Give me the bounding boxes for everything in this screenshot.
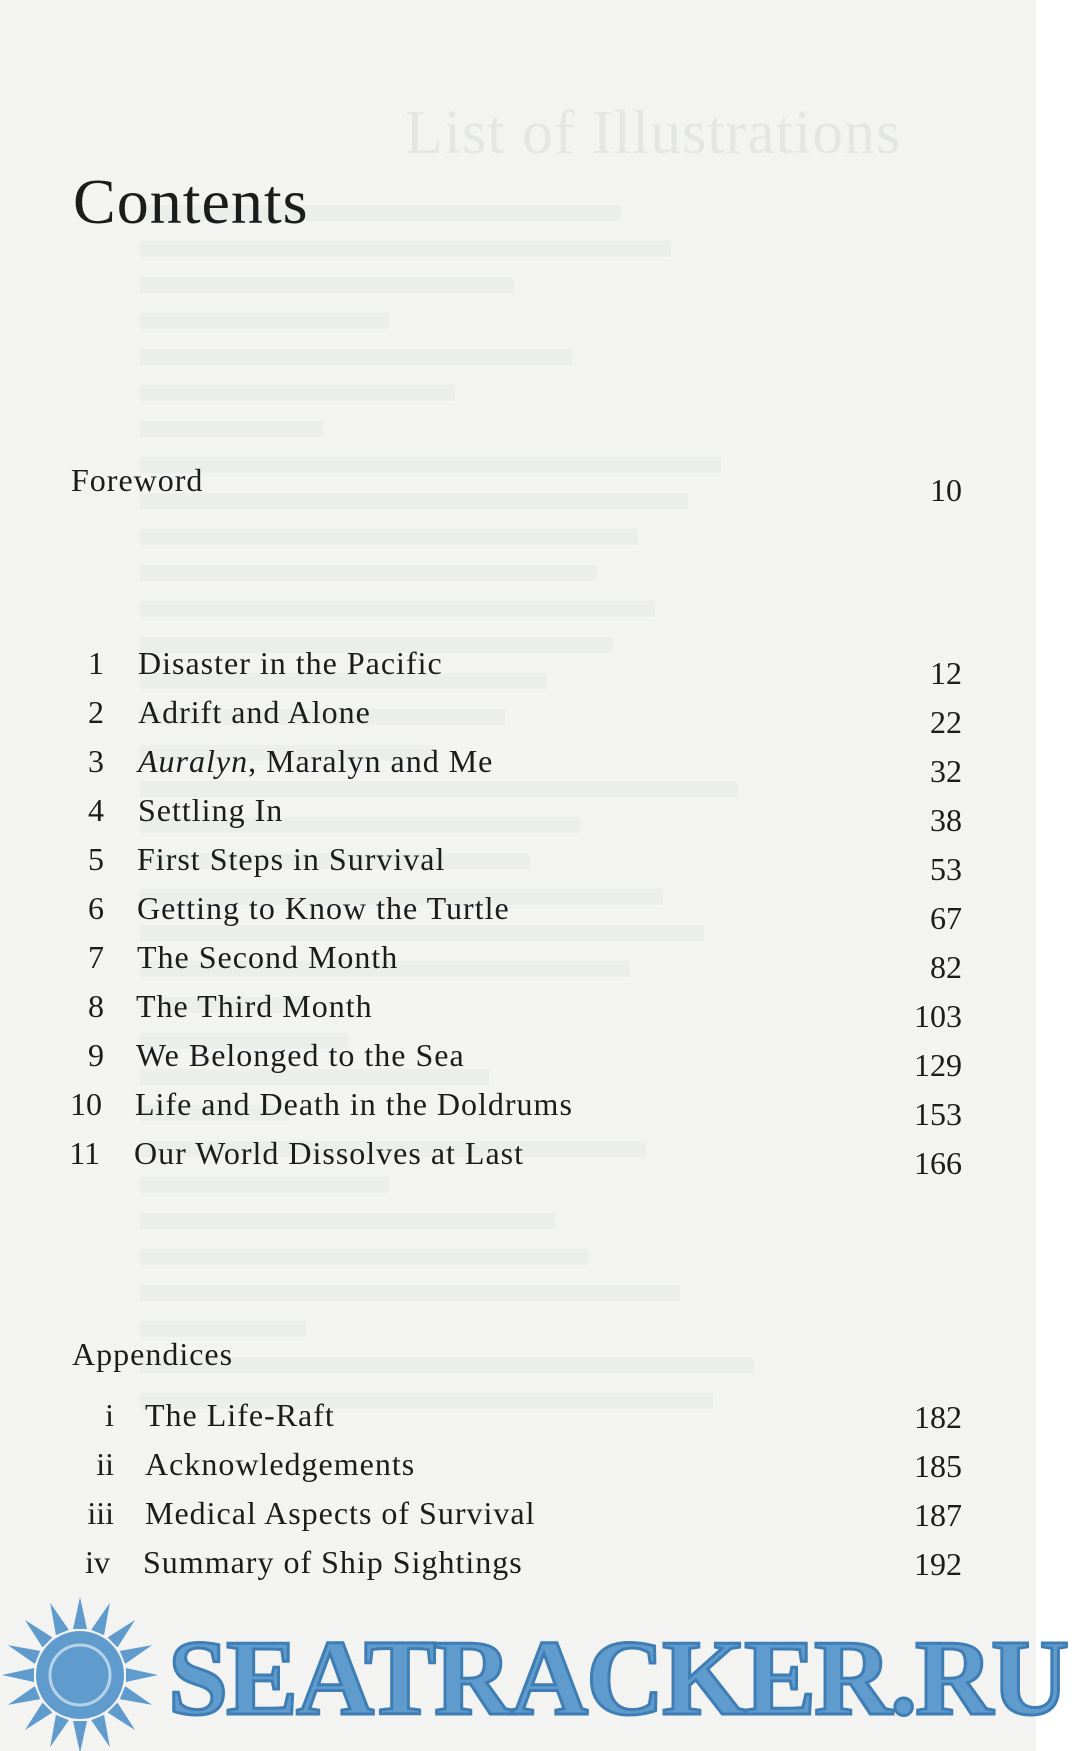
chapter-page: 82 bbox=[930, 949, 962, 985]
sun-icon bbox=[0, 1595, 160, 1751]
chapter-page: 32 bbox=[930, 753, 962, 789]
chapter-number: 11 bbox=[69, 1135, 100, 1171]
chapter-number: 8 bbox=[88, 988, 104, 1024]
chapter-page: 38 bbox=[930, 802, 962, 838]
appendix-page: 185 bbox=[914, 1448, 962, 1484]
scan-margin bbox=[1036, 0, 1080, 1751]
chapter-title: First Steps in Survival bbox=[137, 841, 446, 877]
chapter-title-italic: Auralyn bbox=[138, 743, 249, 779]
chapter-title: We Belonged to the Sea bbox=[136, 1037, 465, 1073]
chapter-page: 53 bbox=[930, 851, 962, 887]
appendix-number: iv bbox=[85, 1544, 110, 1580]
chapter-title-rest: , Maralyn and Me bbox=[248, 743, 494, 779]
chapter-page: 153 bbox=[914, 1096, 962, 1132]
chapter-page: 12 bbox=[930, 655, 962, 691]
chapter-title: Disaster in the Pacific bbox=[138, 645, 443, 681]
watermark bbox=[0, 1595, 1080, 1751]
chapter-page: 166 bbox=[914, 1145, 962, 1181]
appendix-number: iii bbox=[87, 1495, 114, 1531]
appendix-page: 182 bbox=[914, 1399, 962, 1435]
chapter-page: 22 bbox=[930, 704, 962, 740]
chapter-title: The Third Month bbox=[136, 988, 373, 1024]
chapter-number: 6 bbox=[88, 890, 104, 926]
appendix-number: i bbox=[105, 1397, 114, 1433]
chapter-number: 4 bbox=[88, 792, 104, 828]
chapter-number: 2 bbox=[88, 694, 104, 730]
foreword-page: 10 bbox=[930, 472, 962, 508]
appendix-page: 192 bbox=[914, 1546, 962, 1582]
chapter-title: Getting to Know the Turtle bbox=[137, 890, 510, 926]
watermark-text: SEATRACKER.RU bbox=[168, 1619, 1068, 1738]
chapter-number: 10 bbox=[70, 1086, 102, 1122]
chapter-title: Our World Dissolves at Last bbox=[134, 1135, 525, 1171]
appendix-title: Medical Aspects of Survival bbox=[145, 1495, 536, 1531]
chapter-page: 103 bbox=[914, 998, 962, 1034]
chapter-number: 7 bbox=[88, 939, 104, 975]
show-through-text: List of Illustrations bbox=[405, 99, 902, 167]
appendix-title: The Life-Raft bbox=[145, 1397, 335, 1433]
appendix-page: 187 bbox=[914, 1497, 962, 1533]
chapter-title: The Second Month bbox=[137, 939, 399, 975]
chapter-number: 5 bbox=[88, 841, 104, 877]
chapter-number: 1 bbox=[88, 645, 104, 681]
chapter-title bbox=[138, 743, 493, 780]
appendices-heading: Appendices bbox=[72, 1336, 234, 1372]
chapter-title: Settling In bbox=[138, 792, 284, 828]
chapter-title: Adrift and Alone bbox=[138, 694, 371, 730]
chapter-title: Life and Death in the Doldrums bbox=[135, 1086, 573, 1122]
appendix-title: Acknowledgements bbox=[145, 1446, 416, 1482]
appendix-number: ii bbox=[96, 1446, 114, 1482]
chapter-number: 9 bbox=[88, 1037, 104, 1073]
chapter-page: 67 bbox=[930, 900, 962, 936]
foreword-label: Foreword bbox=[71, 462, 204, 498]
page-title: Contents bbox=[73, 166, 309, 237]
chapter-page: 129 bbox=[914, 1047, 962, 1083]
chapter-number: 3 bbox=[88, 743, 104, 779]
appendix-title: Summary of Ship Sightings bbox=[143, 1544, 523, 1580]
